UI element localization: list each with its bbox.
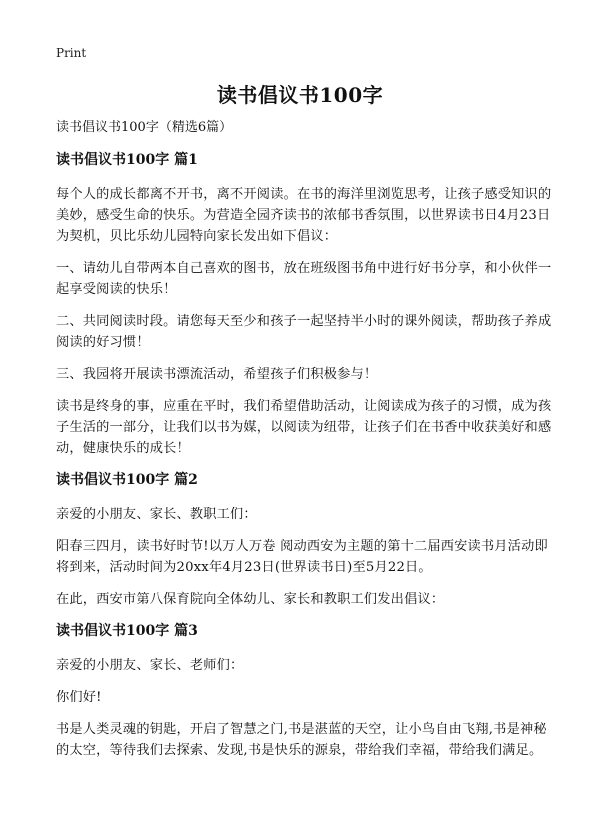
paragraph: 三、我园将开展读书漂流活动，希望孩子们积极参与！ [56, 367, 378, 382]
page-title: 读书倡议书100字 [216, 83, 384, 107]
paragraph: 亲爱的小朋友、家长、教职工们： [56, 507, 257, 522]
document-subtitle: 读书倡议书100字（精选6篇） [56, 120, 233, 135]
section-heading: 读书倡议书100字 篇3 [56, 623, 198, 639]
paragraph: 阳春三四月，读书好时节!以万人万卷 阅动西安为主题的第十二届西安读书月活动即将到来，活动时间为20xx年4月23日(世界读书日)至5月22日。 [56, 539, 548, 575]
paragraph: 你们好! [56, 690, 102, 705]
section-3 [56, 621, 553, 761]
paragraph: 书是人类灵魂的钥匙，开启了智慧之门,书是湛蓝的天空，让小鸟自由飞翔,书是神秘的太空，等待我们去探索、发现,书是快乐的源泉，带给我们幸福，带给我们满足。 [56, 722, 547, 758]
section-2 [56, 470, 553, 610]
section-1 [56, 150, 553, 459]
section-heading: 读书倡议书100字 篇2 [56, 472, 198, 488]
paragraph: 每个人的成长都离不开书，离不开阅读。在书的海洋里浏览思考，让孩子感受知识的美妙，感受生命的快乐。为营造全园齐读书的浓郁书香氛围，以世界读书日4月23日为契机，贝比乐幼儿园特向家长发出如下倡议： [56, 187, 552, 244]
print-link[interactable]: Print [56, 46, 87, 60]
paragraph: 二、共同阅读时段。请您每天至少和孩子一起坚持半小时的课外阅读，帮助孩子养成阅读的好习惯！ [56, 314, 552, 350]
section-heading: 读书倡议书100字 篇1 [56, 152, 198, 168]
paragraph: 亲爱的小朋友、家长、老师们： [56, 658, 244, 673]
paragraph: 在此，西安市第八保育院向全体幼儿、家长和教职工们发出倡议： [56, 592, 445, 607]
document-body [56, 117, 553, 772]
paragraph: 读书是终身的事，应重在平时，我们希望借助活动，让阅读成为孩子的习惯，成为孩子生活的一部分，让我们以书为媒，以阅读为纽带，让孩子们在书香中收获美好和感动，健康快乐的成长！ [56, 399, 552, 456]
paragraph: 一、请幼儿自带两本自己喜欢的图书，放在班级图书角中进行好书分享，和小伙伴一起享受阅读的快乐！ [56, 261, 552, 297]
